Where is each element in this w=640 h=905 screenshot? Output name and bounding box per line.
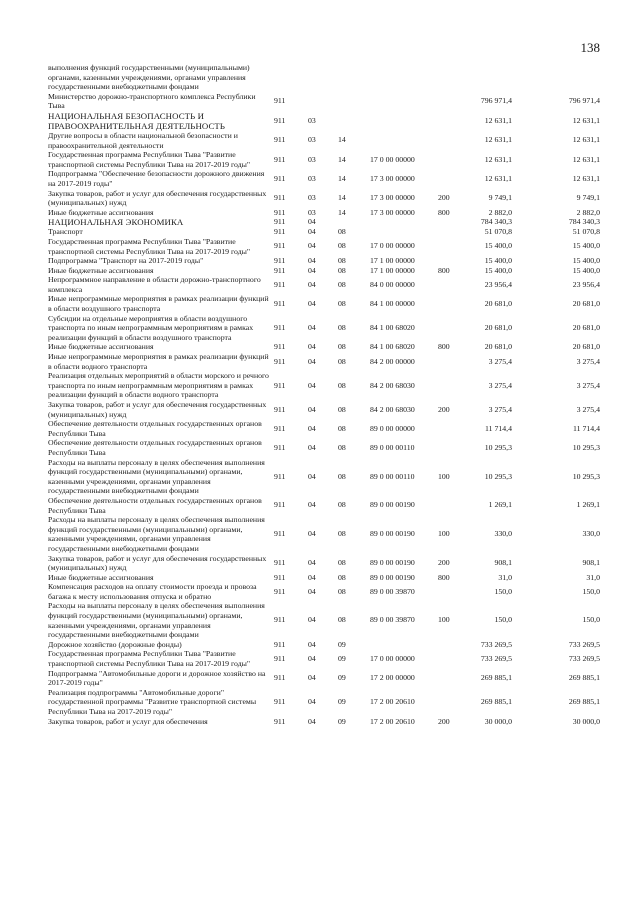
row-name: Иные бюджетные ассигнования: [48, 207, 154, 217]
row-rz: 04: [308, 471, 316, 481]
row-rz: 04: [308, 298, 316, 308]
table-row: [48, 371, 608, 400]
row-ved: 911: [274, 356, 286, 366]
table-row: [48, 419, 608, 438]
row-ved: 911: [274, 298, 286, 308]
row-pr: 08: [338, 342, 346, 352]
row-ved: 911: [274, 471, 286, 481]
row-csr: 89 0 00 00190: [370, 500, 415, 510]
table-row: [48, 266, 608, 276]
row-pr: 08: [338, 356, 346, 366]
table-row: [48, 169, 608, 188]
row-name: Министерство дорожно-транспортного комплекса Республики Тыва: [48, 91, 256, 111]
row-rz: 04: [308, 697, 316, 707]
row-sum-2018: 11 714,4: [485, 423, 512, 433]
row-pr: 14: [338, 207, 346, 217]
row-name: Государственная программа Республики Тыва "Развитие транспортной системы Республики Тыва на 2017-2019 годы": [48, 236, 251, 256]
table-row: [48, 217, 608, 227]
row-vr: 100: [438, 529, 450, 539]
row-sum-2018: 10 295,3: [484, 442, 512, 452]
row-csr: 17 3 00 00000: [370, 193, 415, 203]
row-ved: 911: [274, 227, 286, 237]
row-ved: 911: [274, 615, 286, 625]
row-name: Субсидии на отдельные мероприятия в области воздушного транспорта по иным непрограммным мероприятиям в рамках реализации функций в области воздушного транспорта: [48, 313, 254, 342]
row-csr: 84 1 00 68020: [370, 342, 415, 352]
row-ved: 911: [274, 96, 286, 106]
row-sum-2019: 12 631,1: [572, 173, 600, 183]
row-sum-2019: 12 631,1: [572, 115, 600, 125]
row-sum-2019: 20 681,0: [572, 298, 600, 308]
row-sum-2019: 10 295,3: [572, 471, 600, 481]
row-csr: 89 0 00 39870: [370, 586, 415, 596]
row-sum-2018: 269 885,1: [480, 697, 512, 707]
row-sum-2018: 51 070,8: [484, 227, 512, 237]
row-rz: 04: [308, 265, 316, 275]
row-pr: 08: [338, 279, 346, 289]
row-name: Иные бюджетные ассигнования: [48, 342, 154, 352]
row-sum-2019: 9 749,1: [576, 193, 600, 203]
row-sum-2019: 3 275,4: [576, 380, 600, 390]
row-csr: 17 3 00 00000: [370, 173, 415, 183]
row-sum-2018: 330,0: [494, 529, 512, 539]
row-csr: 17 0 00 00000: [370, 154, 415, 164]
row-pr: 08: [338, 529, 346, 539]
row-csr: 89 0 00 00190: [370, 558, 415, 567]
row-pr: 09: [338, 697, 346, 707]
table-row: [48, 669, 608, 688]
row-csr: 17 0 00 00000: [370, 241, 415, 251]
row-ved: 911: [274, 265, 286, 275]
row-ved: 911: [274, 135, 286, 145]
table-row: [48, 717, 608, 727]
row-sum-2018: 784 340,3: [480, 217, 512, 227]
row-csr: 17 2 00 20610: [370, 716, 415, 726]
row-name: выполнения функций государственными (муниципальными) органами, казенными учреждениями, органами управления государственными внебюджетными фондами: [48, 63, 250, 92]
row-name: Реализация отдельных мероприятий в области морского и речного транспорта по иным непрограммным мероприятиям в рамках реализации функций в области водного транспорта: [48, 371, 269, 400]
row-sum-2018: 20 681,0: [484, 298, 512, 308]
row-rz: 03: [308, 154, 316, 164]
row-name: Расходы на выплаты персоналу в целях обеспечения выполнения функций государственными (муниципальными) органами, казенными учреждениями, органами управления государственными внебюджетными фондами: [48, 601, 265, 640]
row-pr: 14: [338, 193, 346, 203]
row-sum-2019: 10 295,3: [572, 442, 600, 452]
table-row: [48, 573, 608, 583]
row-csr: 84 2 00 68030: [370, 380, 415, 390]
row-sum-2019: 733 269,5: [568, 639, 600, 649]
row-pr: 08: [338, 227, 346, 237]
row-csr: 89 0 00 39870: [370, 615, 415, 625]
row-pr: 08: [338, 404, 346, 414]
row-csr: 89 0 00 00110: [370, 442, 415, 452]
row-sum-2018: 150,0: [494, 615, 512, 625]
row-sum-2018: 12 631,1: [484, 154, 512, 164]
row-sum-2018: 10 295,3: [484, 471, 512, 481]
row-pr: 09: [338, 673, 346, 683]
row-csr: 84 1 00 00000: [370, 298, 415, 308]
row-csr: 17 1 00 00000: [370, 265, 415, 275]
row-sum-2019: 12 631,1: [572, 154, 600, 164]
row-ved: 911: [274, 500, 286, 510]
row-sum-2019: 784 340,3: [568, 217, 600, 227]
row-vr: 800: [438, 342, 450, 352]
table-row: [48, 275, 608, 294]
table-row: [48, 601, 608, 639]
row-name: Закупка товаров, работ и услуг для обеспечения государственных (муниципальных) нужд: [48, 553, 267, 573]
row-ved: 911: [274, 558, 286, 567]
row-vr: 200: [438, 558, 450, 567]
row-sum-2019: 20 681,0: [572, 323, 600, 333]
table-row: [48, 150, 608, 169]
row-csr: 89 0 00 00190: [370, 529, 415, 539]
row-rz: 03: [308, 135, 316, 145]
row-sum-2018: 733 269,5: [480, 653, 512, 663]
row-pr: 08: [338, 442, 346, 452]
row-csr: 84 2 00 00000: [370, 356, 415, 366]
row-sum-2018: 15 400,0: [484, 241, 512, 251]
row-ved: 911: [274, 653, 286, 663]
row-rz: 04: [308, 256, 316, 266]
row-sum-2018: 150,0: [494, 586, 512, 596]
row-sum-2018: 23 956,4: [484, 279, 512, 289]
row-vr: 200: [438, 193, 450, 203]
row-name: НАЦИОНАЛЬНАЯ ЭКОНОМИКА: [48, 217, 184, 228]
row-pr: 08: [338, 586, 346, 596]
row-name: Иные бюджетные ассигнования: [48, 572, 154, 582]
row-csr: 17 1 00 00000: [370, 256, 415, 266]
row-name: Расходы на выплаты персоналу в целях обеспечения выполнения функций государственными (муниципальными) органами, казенными учреждениями, органами управления государственными внебюджетными фондами: [48, 515, 265, 553]
row-sum-2018: 15 400,0: [484, 265, 512, 275]
row-name: Закупка товаров, работ и услуг для обеспечения: [48, 716, 208, 726]
row-vr: 800: [438, 572, 450, 582]
row-sum-2018: 9 749,1: [488, 193, 512, 203]
row-pr: 08: [338, 615, 346, 625]
row-sum-2018: 12 631,1: [484, 115, 512, 125]
row-ved: 911: [274, 697, 286, 707]
row-sum-2019: 30 000,0: [572, 716, 600, 726]
row-ved: 911: [274, 217, 286, 227]
row-ved: 911: [274, 572, 286, 582]
row-ved: 911: [274, 673, 286, 683]
row-rz: 04: [308, 716, 316, 726]
row-sum-2019: 3 275,4: [576, 404, 600, 414]
row-pr: 14: [338, 173, 346, 183]
row-name: Другие вопросы в области национальной безопасности и правоохранительной деятельности: [48, 130, 238, 150]
row-sum-2018: 15 400,0: [484, 256, 512, 266]
row-name: Закупка товаров, работ и услуг для обеспечения государственных (муниципальных) нужд: [48, 188, 267, 208]
row-vr: 200: [438, 404, 450, 414]
row-csr: 89 0 00 00000: [370, 423, 415, 433]
row-vr: 800: [438, 265, 450, 275]
table-row: [48, 227, 608, 237]
row-ved: 911: [274, 241, 286, 251]
row-sum-2019: 150,0: [582, 586, 600, 596]
row-rz: 03: [308, 115, 316, 125]
row-name: Государственная программа Республики Тыва "Развитие транспортной системы Республики Тыва на 2017-2019 годы": [48, 150, 251, 169]
table-row: [48, 111, 608, 131]
row-rz: 03: [308, 207, 316, 217]
row-rz: 04: [308, 558, 316, 567]
row-pr: 08: [338, 500, 346, 510]
table-row: [48, 237, 608, 256]
row-pr: 08: [338, 323, 346, 333]
row-rz: 04: [308, 227, 316, 237]
row-rz: 04: [308, 241, 316, 251]
row-pr: 08: [338, 558, 346, 567]
row-name: Иные непрограммные мероприятия в рамках реализации функций в области воздушного транспорта: [48, 294, 269, 314]
row-pr: 08: [338, 380, 346, 390]
row-name: Транспорт: [48, 227, 83, 237]
table-row: [48, 515, 608, 553]
budget-table: [48, 63, 608, 726]
row-sum-2018: 1 269,1: [488, 500, 512, 510]
row-sum-2019: 15 400,0: [572, 265, 600, 275]
row-sum-2019: 150,0: [582, 615, 600, 625]
row-sum-2018: 3 275,4: [488, 380, 512, 390]
row-vr: 200: [438, 716, 450, 726]
table-row: [48, 496, 608, 515]
row-rz: 04: [308, 673, 316, 683]
row-csr: 84 0 00 00000: [370, 279, 415, 289]
row-csr: 89 0 00 00190: [370, 572, 415, 582]
row-rz: 04: [308, 217, 316, 227]
table-row: [48, 189, 608, 208]
row-pr: 14: [338, 154, 346, 164]
table-row: [48, 640, 608, 650]
row-sum-2018: 908,1: [494, 558, 512, 567]
row-sum-2019: 1 269,1: [576, 500, 600, 510]
row-name: Непрограммное направление в области дорожно-транспортного комплекса: [48, 275, 261, 294]
row-sum-2018: 31,0: [498, 572, 512, 582]
row-sum-2019: 23 956,4: [572, 279, 600, 289]
row-ved: 911: [274, 154, 286, 164]
row-sum-2018: 20 681,0: [484, 342, 512, 352]
row-sum-2018: 3 275,4: [488, 356, 512, 366]
row-name: Подпрограмма "Транспорт на 2017-2019 годы": [48, 256, 204, 266]
table-row: [48, 688, 608, 717]
row-ved: 911: [274, 279, 286, 289]
row-name: Подпрограмма "Автомобильные дороги и дорожное хозяйство на 2017-2019 годы": [48, 668, 266, 688]
row-sum-2018: 12 631,1: [484, 173, 512, 183]
row-sum-2019: 908,1: [582, 558, 600, 567]
row-pr: 09: [338, 639, 346, 649]
row-name: Государственная программа Республики Тыва "Развитие транспортной системы Республики Тыва на 2017-2019 годы": [48, 649, 251, 669]
row-ved: 911: [274, 323, 286, 333]
row-rz: 04: [308, 639, 316, 649]
row-sum-2019: 269 885,1: [568, 673, 600, 683]
table-row: [48, 400, 608, 419]
row-pr: 08: [338, 241, 346, 251]
row-ved: 911: [274, 586, 286, 596]
page-number: 138: [580, 40, 600, 55]
row-vr: 100: [438, 471, 450, 481]
row-ved: 911: [274, 716, 286, 726]
row-name: Иные бюджетные ассигнования: [48, 265, 154, 275]
row-csr: 89 0 00 00110: [370, 471, 415, 481]
row-csr: 84 1 00 68020: [370, 323, 415, 333]
row-rz: 04: [308, 442, 316, 452]
row-name: Обеспечение деятельности отдельных государственных органов Республики Тыва: [48, 419, 262, 438]
table-row: [48, 582, 608, 601]
row-sum-2018: 2 882,0: [488, 207, 512, 217]
row-sum-2018: 3 275,4: [488, 404, 512, 414]
row-sum-2019: 11 714,4: [573, 423, 600, 433]
row-rz: 04: [308, 586, 316, 596]
row-name: НАЦИОНАЛЬНАЯ БЕЗОПАСНОСТЬ И ПРАВООХРАНИТЕЛЬНАЯ ДЕЯТЕЛЬНОСТЬ: [48, 110, 226, 131]
row-sum-2019: 12 631,1: [572, 135, 600, 145]
row-rz: 04: [308, 500, 316, 510]
row-ved: 911: [274, 207, 286, 217]
row-ved: 911: [274, 404, 286, 414]
row-pr: 08: [338, 256, 346, 266]
row-ved: 911: [274, 442, 286, 452]
row-sum-2018: 796 971,4: [480, 96, 512, 106]
row-sum-2018: 733 269,5: [480, 639, 512, 649]
table-row: [48, 554, 608, 573]
row-pr: 09: [338, 716, 346, 726]
row-name: Подпрограмма "Обеспечение безопасности дорожного движения на 2017-2019 годы": [48, 169, 265, 188]
row-sum-2019: 733 269,5: [568, 653, 600, 663]
row-rz: 04: [308, 323, 316, 333]
row-name: Компенсация расходов на оплату стоимости проезда и провоза багажа к месту использования отпуска и обратно: [48, 582, 257, 601]
row-rz: 03: [308, 173, 316, 183]
row-pr: 08: [338, 265, 346, 275]
row-ved: 911: [274, 639, 286, 649]
row-ved: 911: [274, 529, 286, 539]
row-sum-2019: 51 070,8: [572, 227, 600, 237]
row-csr: 17 0 00 00000: [370, 653, 415, 663]
row-name: Обеспечение деятельности отдельных государственных органов Республики Тыва: [48, 495, 262, 515]
row-sum-2018: 30 000,0: [484, 716, 512, 726]
row-sum-2019: 20 681,0: [572, 342, 600, 352]
row-sum-2018: 12 631,1: [484, 135, 512, 145]
row-ved: 911: [274, 115, 286, 125]
table-row: [48, 208, 608, 218]
row-sum-2018: 269 885,1: [480, 673, 512, 683]
row-sum-2019: 31,0: [586, 572, 600, 582]
row-sum-2019: 796 971,4: [568, 96, 600, 106]
row-ved: 911: [274, 342, 286, 352]
table-row: [48, 63, 608, 92]
row-sum-2019: 330,0: [582, 529, 600, 539]
row-name: Иные непрограммные мероприятия в рамках реализации функций в области водного транспорта: [48, 352, 269, 371]
row-name: Дорожное хозяйство (дорожные фонды): [48, 639, 182, 649]
row-rz: 04: [308, 423, 316, 433]
row-sum-2018: 20 681,0: [484, 323, 512, 333]
row-vr: 800: [438, 207, 450, 217]
table-row: [48, 294, 608, 313]
row-pr: 08: [338, 572, 346, 582]
row-pr: 08: [338, 423, 346, 433]
row-rz: 04: [308, 380, 316, 390]
row-sum-2019: 3 275,4: [576, 356, 600, 366]
row-vr: 100: [438, 615, 450, 625]
row-sum-2019: 15 400,0: [572, 241, 600, 251]
row-ved: 911: [274, 423, 286, 433]
row-sum-2019: 15 400,0: [572, 256, 600, 266]
table-row: [48, 438, 608, 457]
row-ved: 911: [274, 380, 286, 390]
row-sum-2019: 2 882,0: [576, 207, 600, 217]
row-rz: 04: [308, 615, 316, 625]
row-pr: 09: [338, 653, 346, 663]
row-pr: 08: [338, 471, 346, 481]
table-row: [48, 649, 608, 668]
row-rz: 03: [308, 193, 316, 203]
table-row: [48, 131, 608, 150]
row-rz: 04: [308, 342, 316, 352]
row-rz: 04: [308, 279, 316, 289]
table-row: [48, 458, 608, 496]
row-pr: 08: [338, 298, 346, 308]
row-name: Реализация подпрограммы "Автомобильные дороги" государственной программы "Развитие транспортной системы Республики Тыва на 2017-2019 годы": [48, 687, 257, 716]
table-row: [48, 92, 608, 111]
row-sum-2019: 269 885,1: [568, 697, 600, 707]
row-csr: 17 2 00 00000: [370, 673, 415, 683]
table-row: [48, 256, 608, 266]
row-name: Обеспечение деятельности отдельных государственных органов Республики Тыва: [48, 438, 262, 457]
table-row: [48, 342, 608, 352]
row-csr: 17 2 00 20610: [370, 697, 415, 707]
row-ved: 911: [274, 193, 286, 203]
row-rz: 04: [308, 572, 316, 582]
row-rz: 04: [308, 404, 316, 414]
table-row: [48, 352, 608, 371]
row-name: Закупка товаров, работ и услуг для обеспечения государственных (муниципальных) нужд: [48, 400, 267, 419]
row-rz: 04: [308, 529, 316, 539]
row-rz: 04: [308, 356, 316, 366]
row-csr: 84 2 00 68030: [370, 404, 415, 414]
row-ved: 911: [274, 173, 286, 183]
row-ved: 911: [274, 256, 286, 266]
row-rz: 04: [308, 653, 316, 663]
table-row: [48, 314, 608, 343]
row-pr: 14: [338, 135, 346, 145]
row-csr: 17 3 00 00000: [370, 207, 415, 217]
row-name: Расходы на выплаты персоналу в целях обеспечения выполнения функций государственными (муниципальными) органами, казенными учреждениями, органами управления государственными внебюджетными фондами: [48, 457, 265, 496]
